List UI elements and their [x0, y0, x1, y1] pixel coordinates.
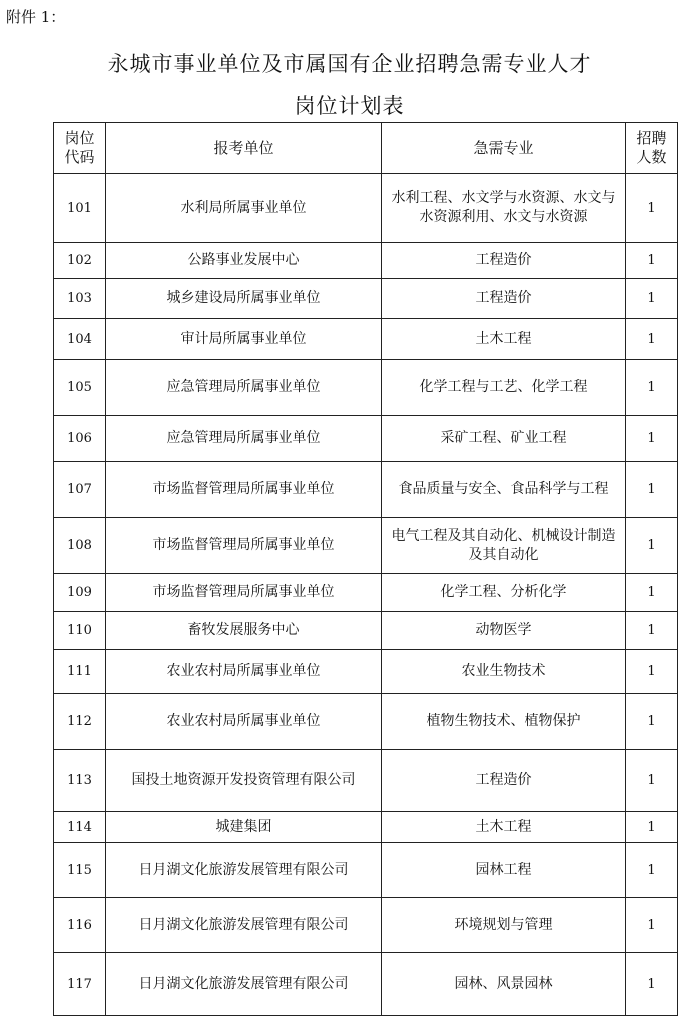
header-count: [626, 123, 678, 174]
table-row: [54, 574, 678, 612]
major-cell: 土木工程: [382, 319, 626, 360]
header-code-line2: 代码: [64, 148, 95, 166]
table-row: [54, 812, 678, 843]
position-code-cell: 105: [54, 360, 106, 416]
position-code-cell: 111: [54, 650, 106, 694]
major-cell: 化学工程与工艺、化学工程: [382, 360, 626, 416]
unit-cell: 农业农村局所属事业单位: [106, 694, 382, 750]
unit-cell: 公路事业发展中心: [106, 243, 382, 279]
unit-cell: 城建集团: [106, 812, 382, 843]
table-row: [54, 953, 678, 1016]
major-cell: 电气工程及其自动化、机械设计制造及其自动化: [382, 518, 626, 574]
unit-cell: 日月湖文化旅游发展管理有限公司: [106, 898, 382, 953]
count-cell: 1: [626, 953, 678, 1016]
table-row: [54, 650, 678, 694]
major-cell: 植物生物技术、植物保护: [382, 694, 626, 750]
unit-cell: 应急管理局所属事业单位: [106, 416, 382, 462]
major-cell: 工程造价: [382, 750, 626, 812]
count-cell: 1: [626, 612, 678, 650]
position-code-cell: 104: [54, 319, 106, 360]
count-cell: 1: [626, 650, 678, 694]
count-cell: 1: [626, 694, 678, 750]
major-cell: 工程造价: [382, 243, 626, 279]
table-row: [54, 462, 678, 518]
header-unit: 报考单位: [106, 123, 382, 174]
count-cell: 1: [626, 319, 678, 360]
position-code-cell: 102: [54, 243, 106, 279]
position-code-cell: 109: [54, 574, 106, 612]
header-code-line1: 岗位: [64, 129, 95, 147]
table-header-row: [54, 123, 678, 174]
major-cell: 工程造价: [382, 279, 626, 319]
positions-table: [53, 122, 678, 1016]
position-code-cell: 103: [54, 279, 106, 319]
count-cell: 1: [626, 360, 678, 416]
major-cell: 化学工程、分析化学: [382, 574, 626, 612]
count-cell: 1: [626, 843, 678, 898]
table-row: [54, 898, 678, 953]
position-code-cell: 107: [54, 462, 106, 518]
unit-cell: 畜牧发展服务中心: [106, 612, 382, 650]
table-row: [54, 694, 678, 750]
major-cell: 食品质量与安全、食品科学与工程: [382, 462, 626, 518]
position-code-cell: 110: [54, 612, 106, 650]
count-cell: 1: [626, 518, 678, 574]
position-code-cell: 117: [54, 953, 106, 1016]
major-cell: 土木工程: [382, 812, 626, 843]
header-major: 急需专业: [382, 123, 626, 174]
table-row: [54, 319, 678, 360]
major-cell: 动物医学: [382, 612, 626, 650]
document-title: 永城市事业单位及市属国有企业招聘急需专业人才: [107, 52, 592, 76]
count-cell: 1: [626, 750, 678, 812]
unit-cell: 农业农村局所属事业单位: [106, 650, 382, 694]
unit-cell: 应急管理局所属事业单位: [106, 360, 382, 416]
table-row: [54, 174, 678, 243]
table-row: [54, 279, 678, 319]
count-cell: 1: [626, 174, 678, 243]
unit-cell: 市场监督管理局所属事业单位: [106, 518, 382, 574]
table-row: [54, 843, 678, 898]
table-row: [54, 243, 678, 279]
unit-cell: 国投土地资源开发投资管理有限公司: [106, 750, 382, 812]
count-cell: 1: [626, 416, 678, 462]
position-code-cell: 116: [54, 898, 106, 953]
count-cell: 1: [626, 243, 678, 279]
table-row: [54, 518, 678, 574]
major-cell: 水利工程、水文学与水资源、水文与水资源利用、水文与水资源: [382, 174, 626, 243]
position-code-cell: 114: [54, 812, 106, 843]
position-code-cell: 108: [54, 518, 106, 574]
table-body: [54, 174, 678, 1016]
header-count-line2: 人数: [636, 148, 667, 166]
major-cell: 采矿工程、矿业工程: [382, 416, 626, 462]
table-row: [54, 360, 678, 416]
unit-cell: 城乡建设局所属事业单位: [106, 279, 382, 319]
count-cell: 1: [626, 574, 678, 612]
document-subtitle: 岗位计划表: [294, 94, 405, 118]
count-cell: 1: [626, 812, 678, 843]
unit-cell: 审计局所属事业单位: [106, 319, 382, 360]
major-cell: 园林、风景园林: [382, 953, 626, 1016]
unit-cell: 日月湖文化旅游发展管理有限公司: [106, 953, 382, 1016]
header-code: [54, 123, 106, 174]
position-code-cell: 101: [54, 174, 106, 243]
count-cell: 1: [626, 462, 678, 518]
position-code-cell: 113: [54, 750, 106, 812]
table-row: [54, 416, 678, 462]
count-cell: 1: [626, 898, 678, 953]
major-cell: 农业生物技术: [382, 650, 626, 694]
unit-cell: 市场监督管理局所属事业单位: [106, 462, 382, 518]
position-code-cell: 112: [54, 694, 106, 750]
unit-cell: 市场监督管理局所属事业单位: [106, 574, 382, 612]
major-cell: 园林工程: [382, 843, 626, 898]
table-row: [54, 750, 678, 812]
unit-cell: 日月湖文化旅游发展管理有限公司: [106, 843, 382, 898]
attachment-label: 附件 1：: [6, 8, 66, 26]
position-code-cell: 106: [54, 416, 106, 462]
table-row: [54, 612, 678, 650]
position-code-cell: 115: [54, 843, 106, 898]
major-cell: 环境规划与管理: [382, 898, 626, 953]
unit-cell: 水利局所属事业单位: [106, 174, 382, 243]
count-cell: 1: [626, 279, 678, 319]
header-count-line1: 招聘: [636, 129, 667, 147]
